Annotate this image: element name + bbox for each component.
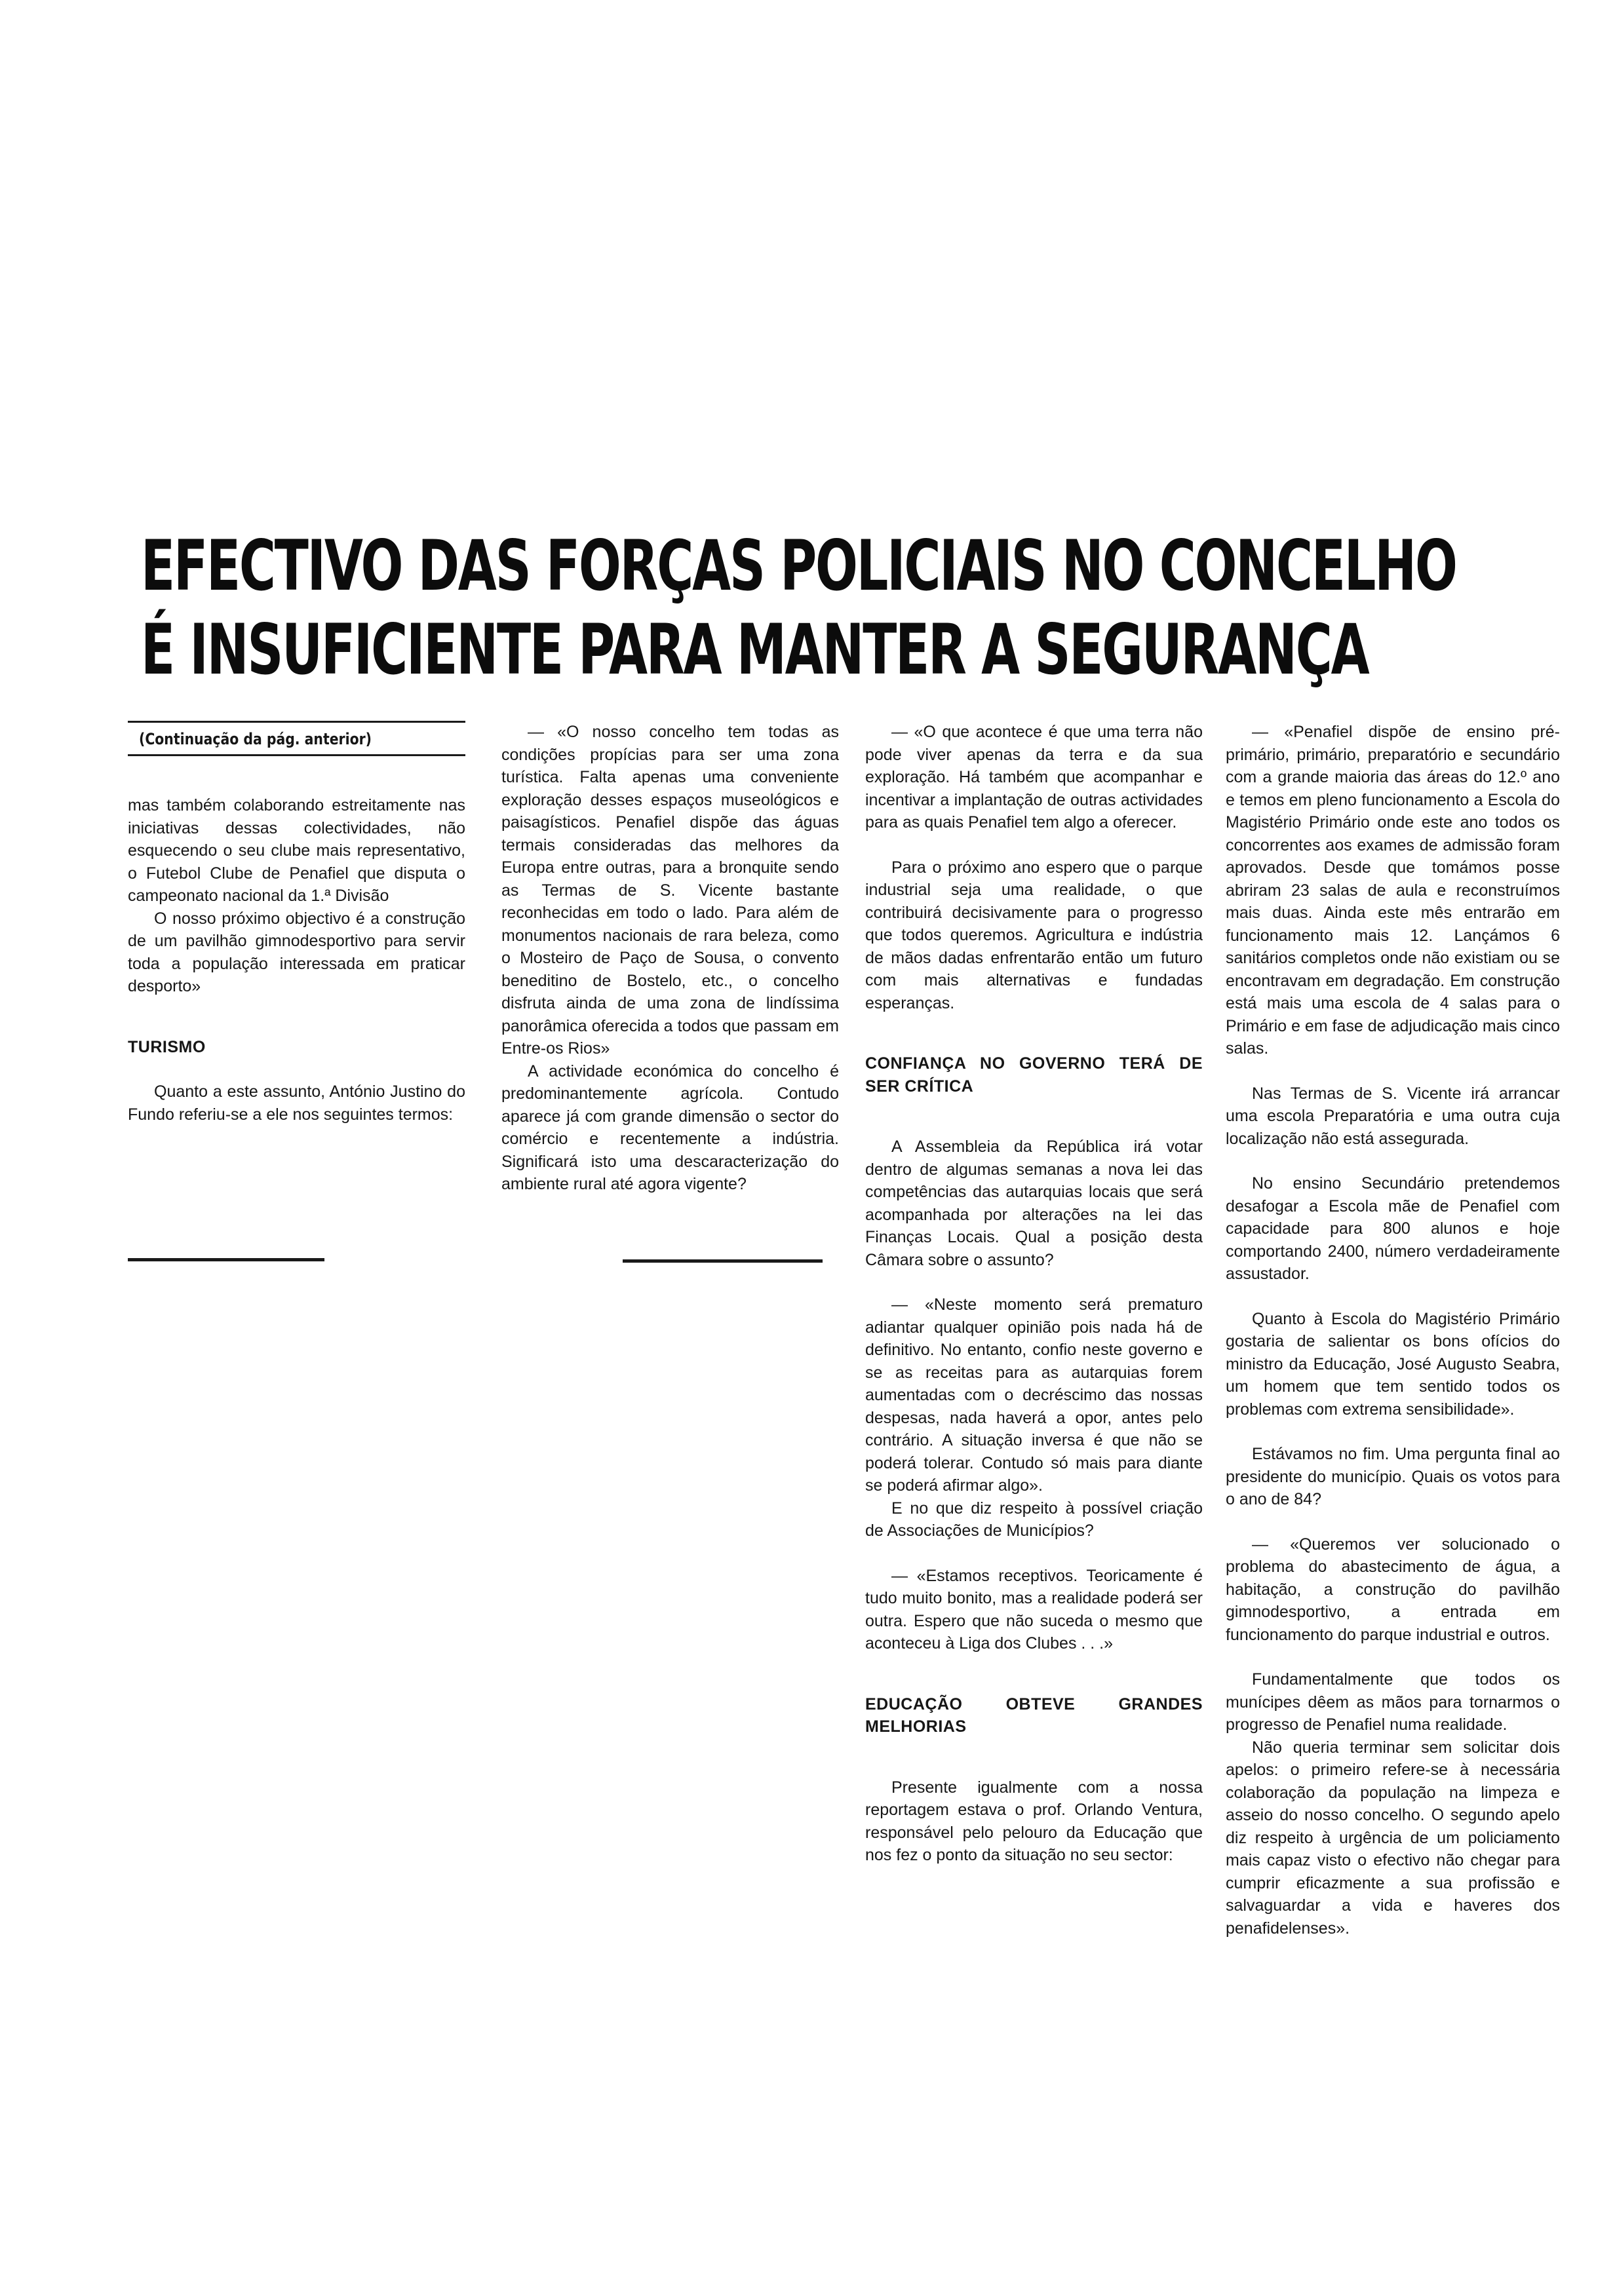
- headline-line-1: EFECTIVO DAS FORÇAS POLICIAIS NO CONCELHO: [141, 526, 1456, 606]
- heading-turismo: TURISMO: [128, 1037, 206, 1056]
- col1-paragraph-1: mas também colaborando estreitamente nas iniciativas dessas colectividades, não esquecendo o seu clube mais representativo, o Futebol Clube de Penafiel que disputa o campeonato nacional da 1.ª Divisão: [128, 796, 465, 905]
- col1-end-rule: [128, 1258, 324, 1261]
- col1-paragraph-2: O nosso próximo objectivo é a construção de um pavilhão gimnodesportivo para servir toda a população interessada em praticar desporto»: [128, 909, 465, 995]
- headline-line-2: É INSUFICIENTE PARA MANTER A SEGURANÇA: [141, 609, 1369, 690]
- heading-confianca-governo: CONFIANÇA NO GOVERNO TERÁ DE SER CRÍTICA: [865, 1054, 1203, 1096]
- col3-paragraph-6: — «Estamos receptivos. Teoricamente é tudo muito bonito, mas a realidade poderá ser outra. Espero que não suceda o mesmo que aconteceu à Liga dos Clubes . . .»: [865, 1566, 1203, 1653]
- col4-paragraph-6: — «Queremos ver solucionado o problema do abastecimento de água, a habitação, a construção do pavilhão gimnodesportivo, a entrada em funcionamento do parque industrial e outros.: [1226, 1535, 1560, 1644]
- col3-paragraph-5: E no que diz respeito à possível criação de Associações de Municípios?: [865, 1499, 1203, 1540]
- col4-paragraph-2: Nas Termas de S. Vicente irá arrancar uma escola Preparatória e uma outra cuja localização não está assegurada.: [1226, 1084, 1560, 1148]
- col4-paragraph-5: Estávamos no fim. Uma pergunta final ao presidente do município. Quais os votos para o ano de 84?: [1226, 1445, 1560, 1508]
- col4-paragraph-8: Não queria terminar sem solicitar dois apelos: o primeiro refere-se à necessária colaboração da população na limpeza e asseio do nosso concelho. O segundo apelo diz respeito à urgência de um policiamento mais capaz visto o efectivo não chegar para cumprir eficazmente a sua profissão e salvaguardar a vida e haveres dos penafidelenses».: [1226, 1738, 1560, 1938]
- col4-paragraph-7: Fundamentalmente que todos os munícipes dêem as mãos para tornarmos o progresso de Penafiel numa realidade.: [1226, 1670, 1560, 1734]
- column-3: [865, 721, 1203, 1867]
- col4-paragraph-1: — «Penafiel dispõe de ensino pré-primário, primário, preparatório e secundário com a grande maioria das áreas do 12.º ano e temos em pleno funcionamento a Escola do Magistério Primário onde este ano todos os concorrentes aos exames de admissão foram aprovados. Desde que tomámos posse abriram 23 salas de aula e reconstruímos mais duas. Ainda este mês entrarão em funcionamento mais 12. Lançámos 6 sanitários completos onde não existiam ou se encontravam em degradação. Em construção está mais uma escola de 4 salas para o Primário e em fase de adjudicação mais cinco salas.: [1226, 723, 1560, 1058]
- col3-paragraph-4: — «Neste momento será prematuro adiantar qualquer opinião pois nada há de definitivo. No entanto, confio neste governo e se as receitas para as autarquias forem aumentadas com o decréscimo das nossas despesas, nada haverá a opor, antes pelo contrário. A situação inversa é que não se poderá tolerar. Contudo só mais para diante se poderá afirmar algo».: [865, 1295, 1203, 1495]
- col2-paragraph-1: — «O nosso concelho tem todas as condições propícias para ser uma zona turística. Falta apenas uma conveniente exploração desses espaços museológicos e paisagísticos. Penafiel dispõe das águas termais consideradas das melhores da Europa entre outras, para a bronquite sendo as Termas de S. Vicente bastante reconhecidas em todo o lado. Para além de monumentos nacionais de rara beleza, como o Mosteiro de Paço de Sousa, o convento beneditino de Bostelo, etc., o concelho disfruta ainda de uma zona de lindíssima panorâmica oferecida a todos que passam em Entre-os Rios»: [501, 723, 839, 1058]
- col1-paragraph-3: Quanto a este assunto, António Justino do Fundo referiu-se a ele nos seguintes termos:: [128, 1082, 465, 1124]
- column-4: [1226, 721, 1560, 1940]
- col3-paragraph-1: — «O que acontece é que uma terra não pode viver apenas da terra e da sua exploração. Há também que acompanhar e incentivar a implantação de outras actividades para as quais Penafiel tem algo a oferecer.: [865, 723, 1203, 832]
- col2-end-rule: [623, 1259, 823, 1263]
- col4-paragraph-4: Quanto à Escola do Magistério Primário gostaria de salientar os bons ofícios do ministro da Educação, José Augusto Seabra, um homem que tem sentido todos os problemas com extrema sensibilidade».: [1226, 1309, 1560, 1419]
- col4-paragraph-3: No ensino Secundário pretendemos desafogar a Escola mãe de Penafiel com capacidade para 800 alunos e hoje comportando 2400, número verdadeiramente assustador.: [1226, 1174, 1560, 1283]
- col3-paragraph-7: Presente igualmente com a nossa reportagem estava o prof. Orlando Ventura, responsável pelo pelouro da Educação que nos fez o ponto da situação no seu sector:: [865, 1778, 1203, 1864]
- headline: [141, 524, 1456, 692]
- heading-educacao: EDUCAÇÃO OBTEVE GRANDES MELHORIAS: [865, 1694, 1203, 1736]
- column-2: [501, 721, 839, 1196]
- column-1: [128, 721, 465, 1126]
- col2-paragraph-2: A actividade económica do concelho é predominantemente agrícola. Contudo aparece já com grande dimensão o sector do comércio e recentemente a indústria. Significará isto uma descaracterização do ambiente rural até agora vigente?: [501, 1062, 839, 1193]
- continuation-label: (Continuação da pág. anterior): [139, 730, 372, 748]
- col3-paragraph-2: Para o próximo ano espero que o parque industrial seja uma realidade, o que contribuirá decisivamente para o progresso que todos queremos. Agricultura e indústria de mãos dadas enfrentarão então um futuro com mais alternativas e fundadas esperanças.: [865, 858, 1203, 1012]
- col3-paragraph-3: A Assembleia da República irá votar dentro de algumas semanas a nova lei das competências das autarquias locais que será acompanhada por alterações na lei das Finanças Locais. Qual a posição desta Câmara sobre o assunto?: [865, 1138, 1203, 1269]
